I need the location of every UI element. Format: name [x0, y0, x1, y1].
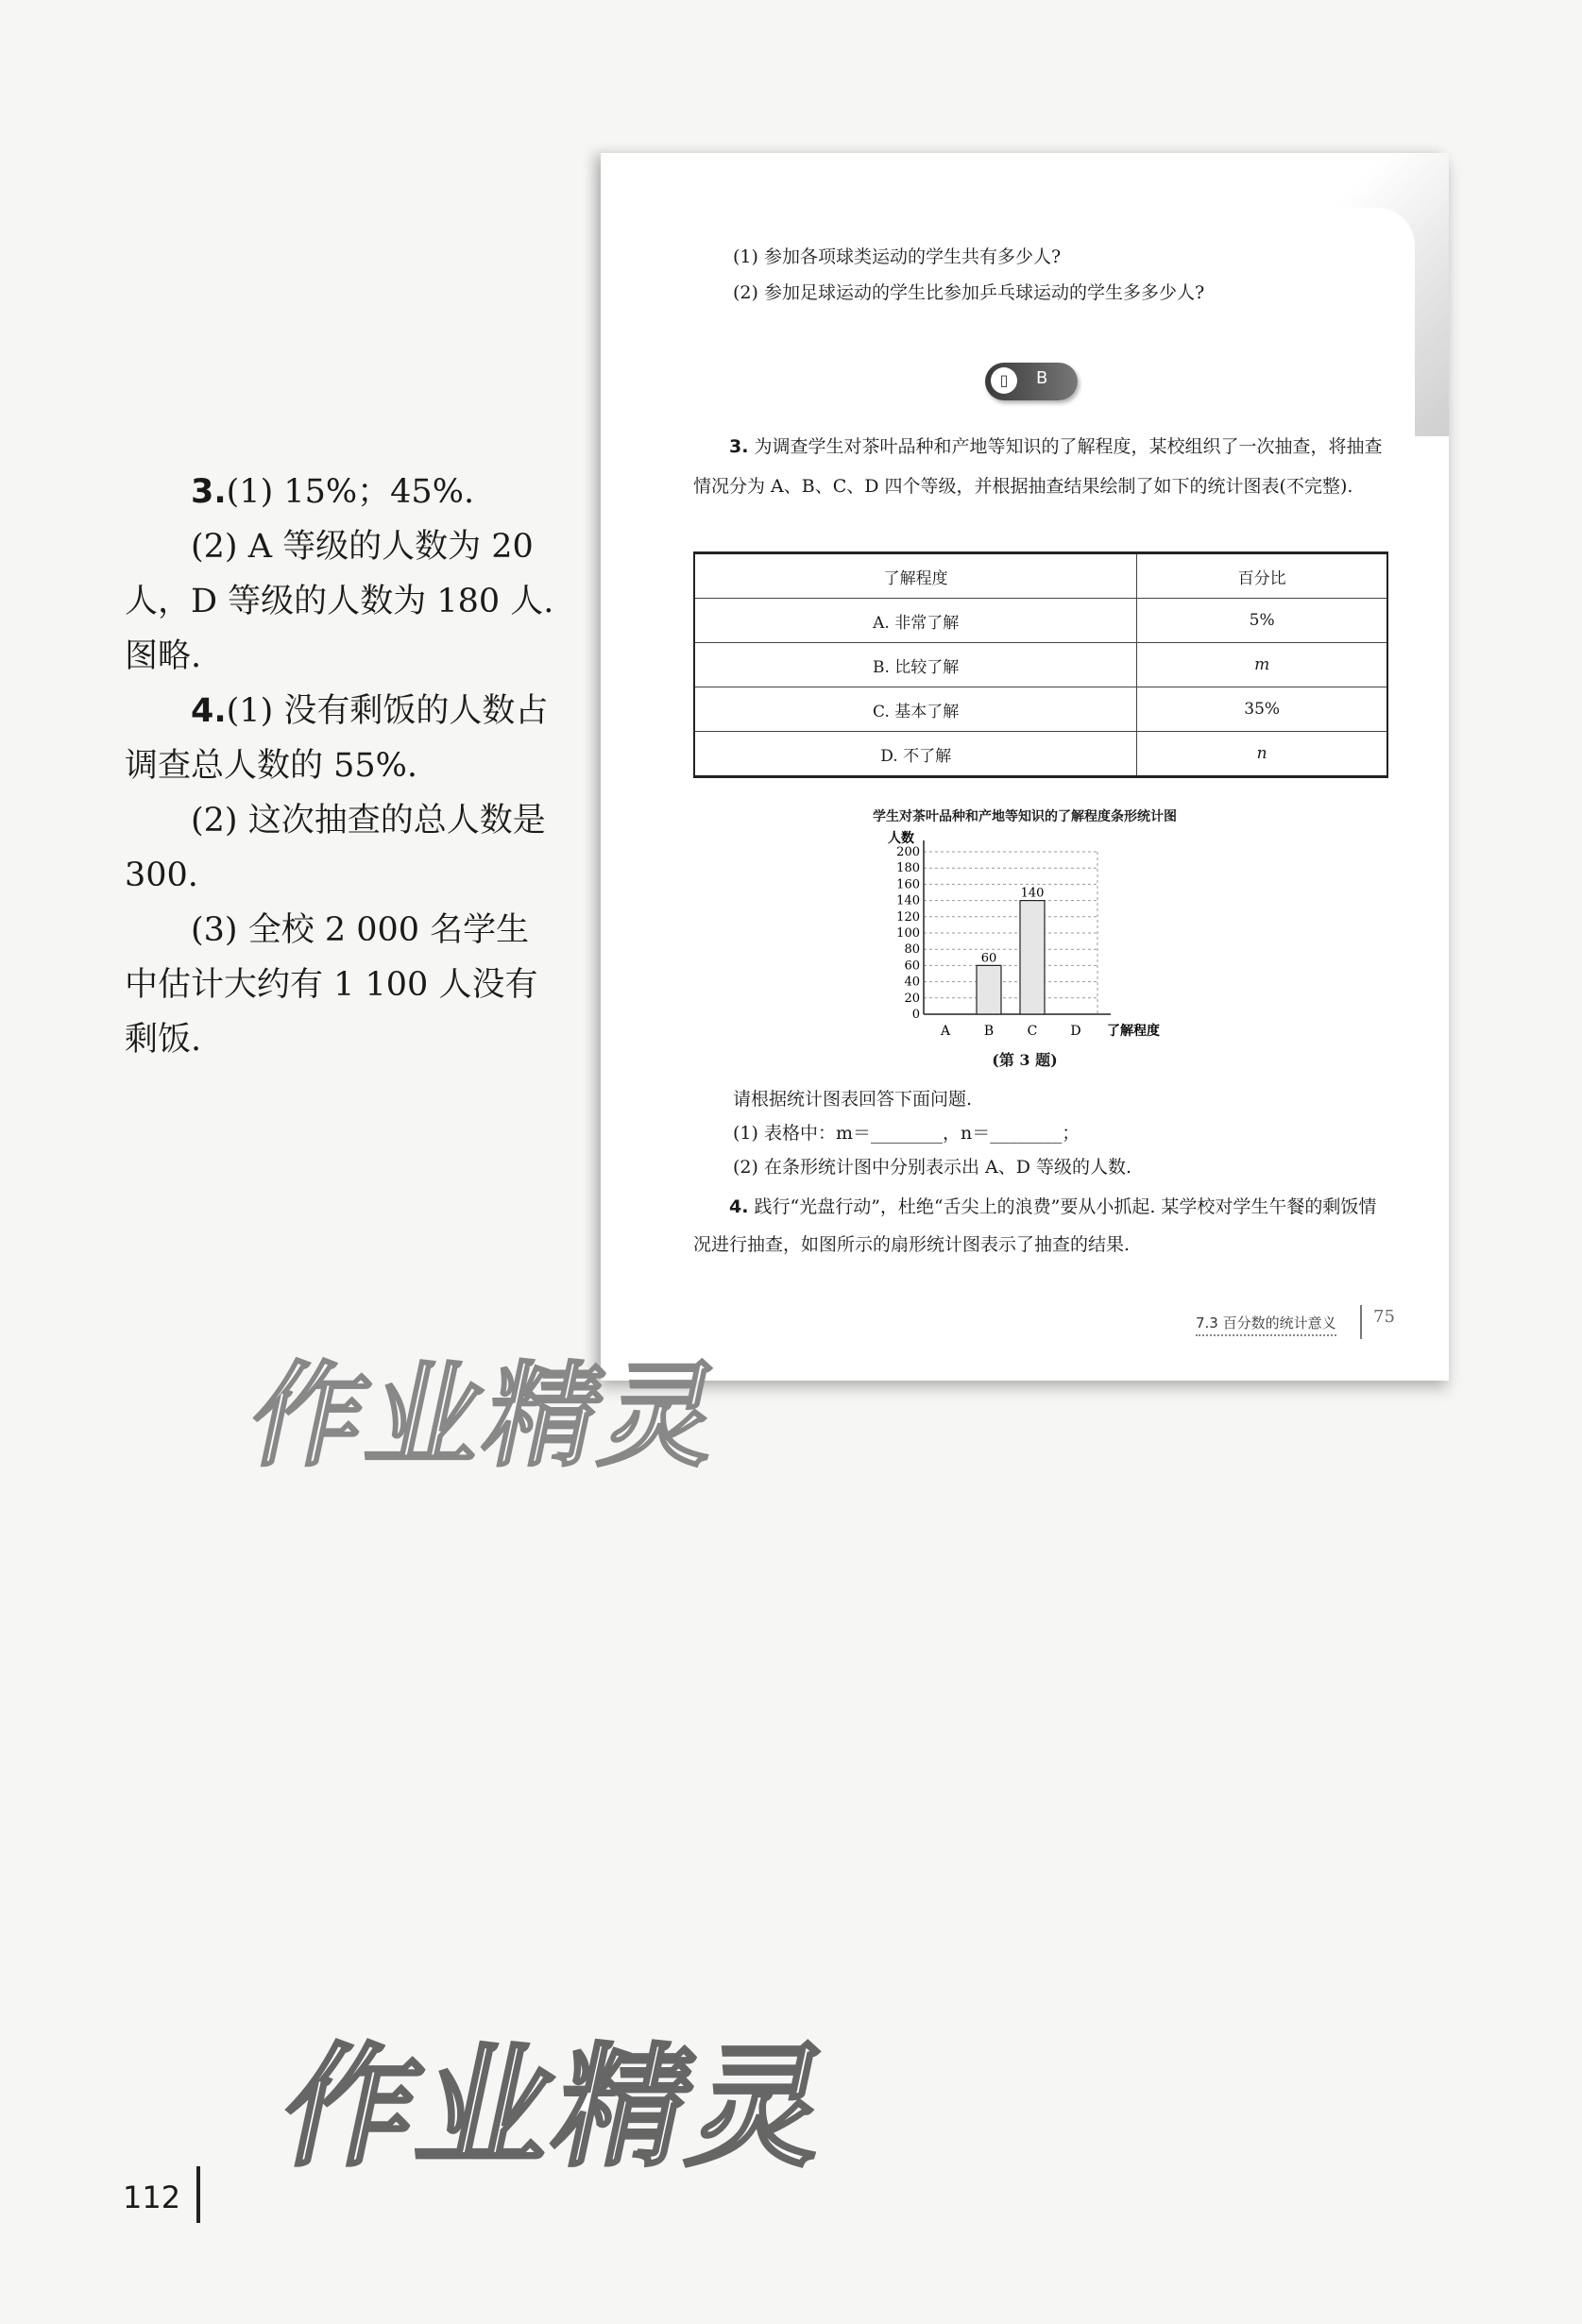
watermark: 作业精灵: [238, 1351, 736, 1483]
x-tick-label: A: [940, 1024, 951, 1039]
x-axis-label: 了解程度: [1107, 1024, 1160, 1039]
answer-4-3: (3) 全校 2 000 名学生中估计大约有 1 100 人没有剩饭.: [125, 911, 538, 1059]
table-cell: 35%: [1137, 687, 1387, 732]
x-tick-label: B: [983, 1024, 995, 1039]
data-label: 140: [1020, 886, 1045, 901]
table-row: [694, 599, 1387, 643]
table-header: 百分比: [1137, 553, 1387, 599]
page-number: 112: [123, 2180, 181, 2215]
table-cell: A. 非常了解: [694, 599, 1137, 643]
answer-4-1: 4.(1) 没有剩饭的人数占调查总人数的 55%.: [125, 692, 549, 785]
watermark: 作业精灵: [269, 2031, 846, 2185]
y-tick-label: 120: [896, 909, 920, 925]
table-cell: m: [1137, 643, 1387, 687]
sub-question-2: (2) 在条形统计图中分别表示出 A、D 等级的人数.: [733, 1157, 1132, 1178]
y-tick-label: 100: [896, 926, 920, 941]
level-badge: [985, 363, 1078, 400]
footer-divider: [1360, 1305, 1362, 1339]
y-tick-label: 60: [904, 958, 920, 974]
table-cell: D. 不了解: [694, 732, 1137, 777]
answer-3-2: (2) A 等级的人数为 20 人，D 等级的人数为 180 人. 图略.: [125, 528, 554, 675]
section-footer: 7.3 百分数的统计意义: [1196, 1313, 1336, 1336]
figure-caption: (第 3 题): [992, 1051, 1058, 1069]
x-tick-label: D: [1070, 1024, 1081, 1039]
y-tick-label: 20: [904, 991, 920, 1006]
page-number-divider: [196, 2166, 200, 2223]
grade-table: [693, 551, 1388, 778]
table-cell: 5%: [1137, 599, 1387, 643]
answer-4-2: (2) 这次抽查的总人数是 300.: [125, 802, 546, 894]
instruction: 请根据统计图表回答下面问题.: [733, 1089, 973, 1110]
y-tick-label: 0: [911, 1008, 920, 1022]
table-cell: C. 基本了解: [694, 687, 1137, 732]
data-label: 60: [980, 951, 997, 966]
question-2: (2) 参加足球运动的学生比参加乒乓球运动的学生多多少人?: [733, 282, 1205, 303]
book-page-number: 75: [1373, 1307, 1395, 1327]
answer-column: [125, 465, 559, 1067]
y-tick-label: 200: [896, 845, 920, 859]
book-icon: ▯: [991, 367, 1017, 394]
y-tick-label: 160: [896, 877, 920, 892]
y-axis-label: 人数: [888, 831, 914, 846]
y-tick-label: 80: [904, 942, 920, 958]
textbook-page: [601, 153, 1449, 1381]
sub-question-1: (1) 表格中：m＝________，n＝________；: [733, 1123, 1080, 1144]
chart-title: 学生对茶叶品种和产地等知识的了解程度条形统计图: [873, 809, 1177, 824]
table-cell: B. 比较了解: [694, 643, 1137, 687]
bar: [977, 965, 1001, 1014]
table-header-row: [694, 553, 1387, 599]
question-1: (1) 参加各项球类运动的学生共有多少人?: [733, 246, 1062, 267]
x-tick-label: C: [1027, 1024, 1038, 1039]
y-tick-label: 180: [896, 861, 920, 876]
answer-3-1: 3.(1) 15%；45%.: [191, 473, 475, 511]
table-header: 了解程度: [694, 553, 1137, 599]
level-letter: B: [1036, 368, 1048, 388]
bar-chart: [875, 825, 1177, 1052]
table-row: [694, 732, 1387, 777]
table-row: [694, 643, 1387, 687]
problem-4: 4. 践行“光盘行动”，杜绝“舌尖上的浪费”要从小抓起. 某学校对学生午餐的剩饭情况进行抽查，如图所示的扇形统计图表示了抽查的结果.: [693, 1196, 1377, 1255]
problem-3: 3. 为调查学生对茶叶品种和产地等知识的了解程度，某校组织了一次抽查，将抽查情况分为 A、B、C、D 四个等级，并根据抽查结果绘制了如下的统计图表(不完整).: [693, 436, 1383, 497]
y-tick-label: 140: [896, 893, 920, 908]
bar: [1020, 901, 1045, 1014]
table-row: [694, 687, 1387, 732]
table-cell: n: [1137, 732, 1387, 777]
y-tick-label: 40: [904, 975, 920, 990]
